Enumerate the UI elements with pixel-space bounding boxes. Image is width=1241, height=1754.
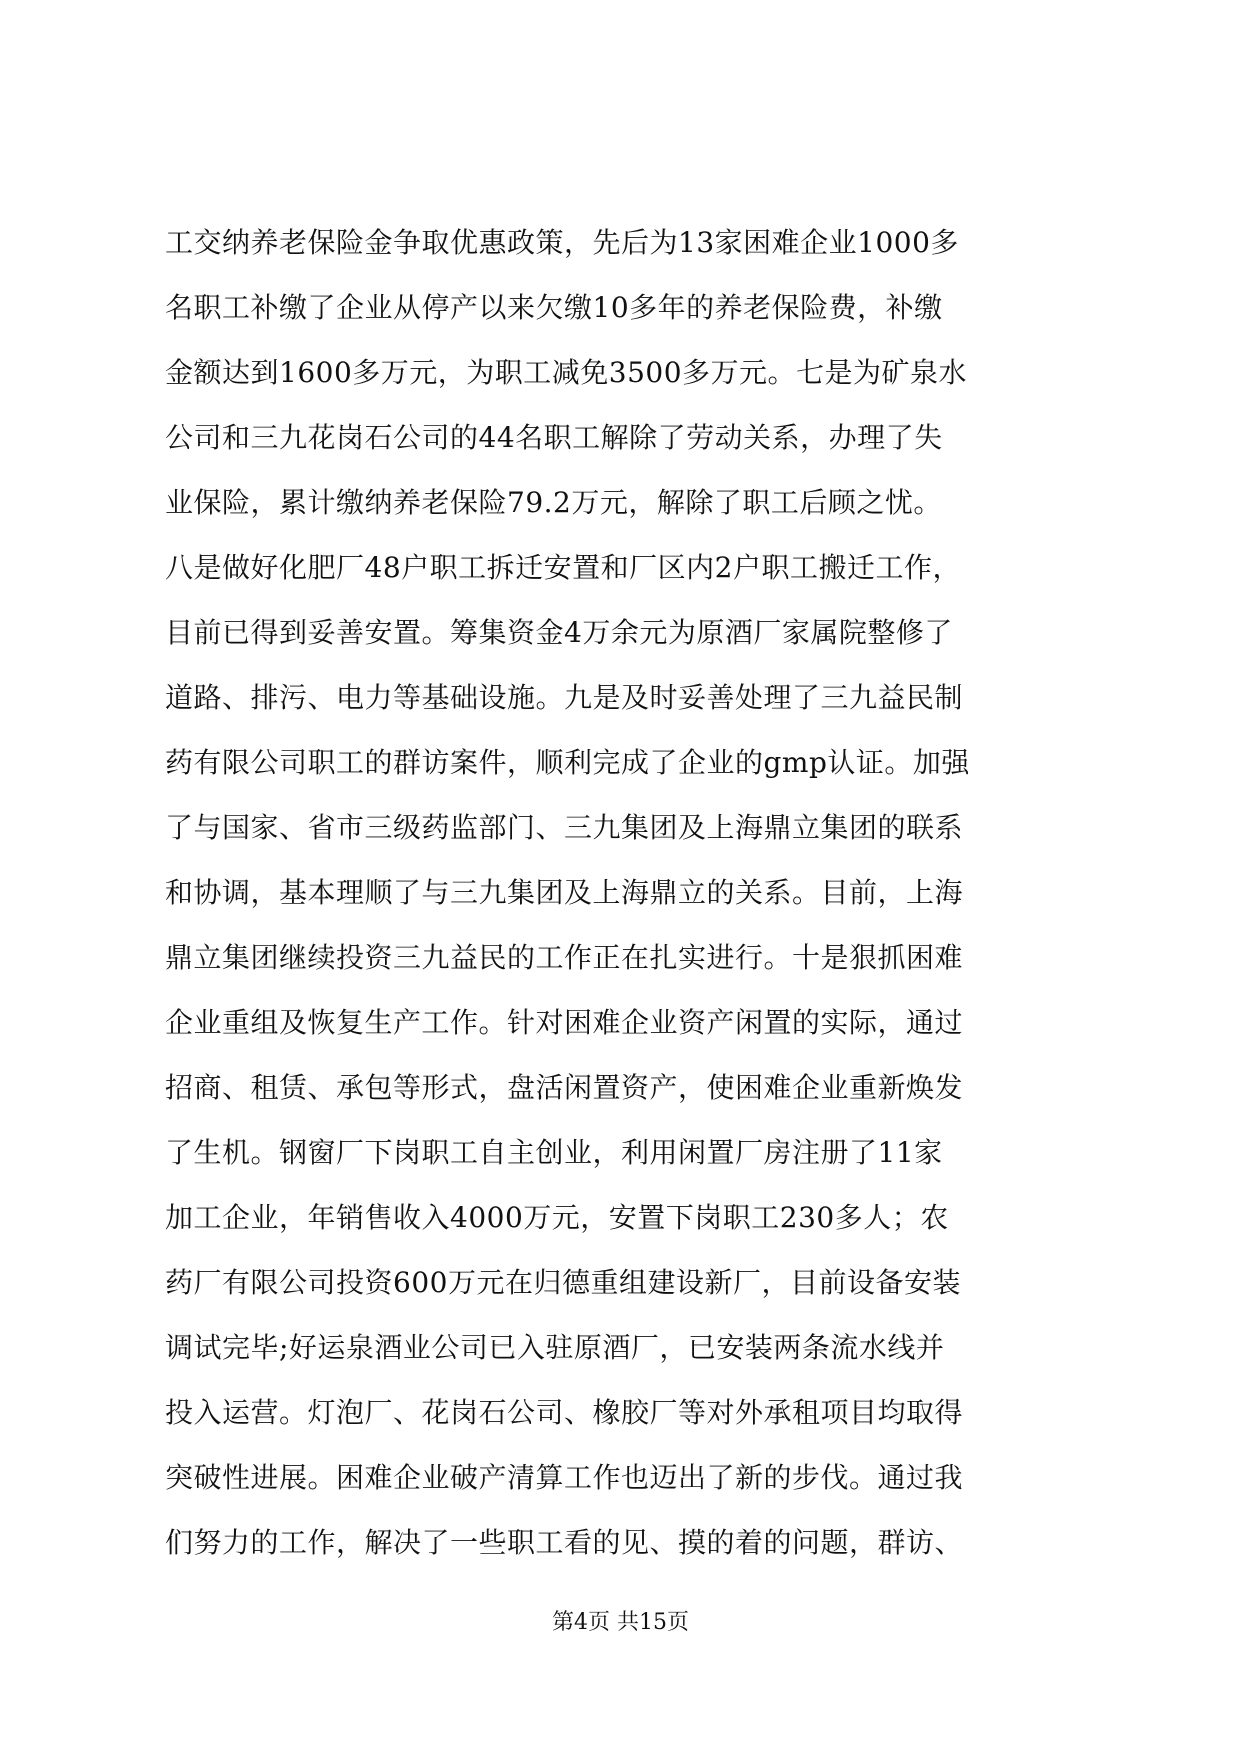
page-number-footer: 第4页 共15页: [552, 1610, 689, 1635]
text-line: 们努力的工作，解决了一些职工看的见、摸的着的问题，群访、: [165, 1526, 964, 1559]
text-line: 投入运营。灯泡厂、花岗石公司、橡胶厂等对外承租项目均取得: [165, 1396, 964, 1429]
text-line: 药厂有限公司投资600万元在归德重组建设新厂，目前设备安装: [165, 1266, 961, 1299]
text-line: 招商、租赁、承包等形式，盘活闲置资产，使困难企业重新焕发: [165, 1071, 964, 1104]
body-text: [165, 228, 1085, 1593]
text-line: 企业重组及恢复生产工作。针对困难企业资产闲置的实际，通过: [165, 1006, 964, 1039]
text-line: 名职工补缴了企业从停产以来欠缴10多年的养老保险费，补缴: [165, 291, 943, 324]
text-line: 八是做好化肥厂48户职工拆迁安置和厂区内2户职工搬迁工作，: [165, 551, 961, 584]
text-line: 和协调，基本理顺了与三九集团及上海鼎立的关系。目前，上海: [165, 876, 964, 909]
text-line: 加工企业，年销售收入4000万元，安置下岗职工230多人；农: [165, 1201, 949, 1234]
text-line: 了生机。钢窗厂下岗职工自主创业，利用闲置厂房注册了11家: [165, 1136, 943, 1169]
text-line: 金额达到1600多万元，为职工减免3500多万元。七是为矿泉水: [165, 356, 968, 389]
text-line: 了与国家、省市三级药监部门、三九集团及上海鼎立集团的联系: [165, 811, 964, 844]
text-line: 目前已得到妥善安置。筹集资金4万余元为原酒厂家属院整修了: [165, 616, 953, 649]
text-line: 药有限公司职工的群访案件，顺利完成了企业的gmp认证。加强: [165, 746, 970, 779]
text-line: 调试完毕;好运泉酒业公司已入驻原酒厂，已安装两条流水线并: [165, 1331, 945, 1364]
text-line: 工交纳养老保险金争取优惠政策，先后为13家困难企业1000多: [165, 226, 959, 259]
text-line: 道路、排污、电力等基础设施。九是及时妥善处理了三九益民制: [165, 681, 964, 714]
text-line: 业保险，累计缴纳养老保险79.2万元，解除了职工后顾之忧。: [165, 486, 942, 519]
text-line: 鼎立集团继续投资三九益民的工作正在扎实进行。十是狠抓困难: [165, 941, 964, 974]
text-line: 突破性进展。困难企业破产清算工作也迈出了新的步伐。通过我: [165, 1461, 964, 1494]
text-line: 公司和三九花岗石公司的44名职工解除了劳动关系，办理了失: [165, 421, 943, 454]
